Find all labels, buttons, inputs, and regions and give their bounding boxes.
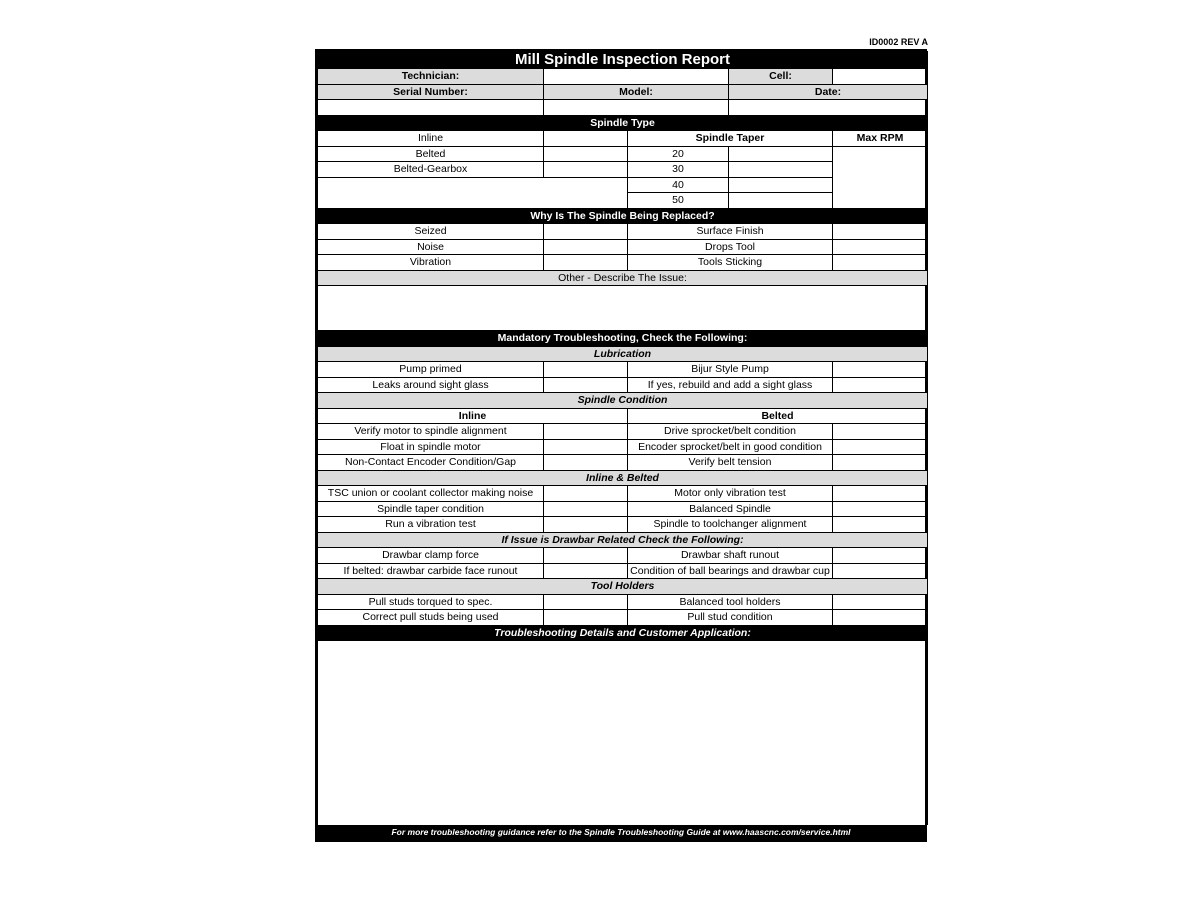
blank-area <box>318 177 628 208</box>
reason-check[interactable] <box>544 255 628 271</box>
check-box[interactable] <box>544 594 628 610</box>
other-issue-field[interactable] <box>318 286 928 331</box>
reason-check[interactable] <box>544 224 628 240</box>
check-box[interactable] <box>833 439 928 455</box>
serial-number-label: Serial Number: <box>318 84 544 100</box>
check-box[interactable] <box>544 501 628 517</box>
check-box[interactable] <box>544 362 628 378</box>
check-label: Spindle to toolchanger alignment <box>628 517 833 533</box>
check-box[interactable] <box>833 424 928 440</box>
details-field[interactable] <box>318 641 928 826</box>
check-label: Condition of ball bearings and drawbar cup <box>628 563 833 579</box>
reason-check[interactable] <box>833 239 928 255</box>
cell-field[interactable] <box>833 69 928 85</box>
technician-label: Technician: <box>318 69 544 85</box>
check-label: Non-Contact Encoder Condition/Gap <box>318 455 544 471</box>
check-label: Drive sprocket/belt condition <box>628 424 833 440</box>
check-box[interactable] <box>544 548 628 564</box>
check-box[interactable] <box>833 501 928 517</box>
max-rpm-label: Max RPM <box>833 131 928 147</box>
inline-belted-heading: Inline & Belted <box>318 470 928 486</box>
check-box[interactable] <box>544 517 628 533</box>
check-label: Run a vibration test <box>318 517 544 533</box>
model-label: Model: <box>544 84 729 100</box>
check-box[interactable] <box>833 548 928 564</box>
reason-check[interactable] <box>833 224 928 240</box>
taper-30: 30 <box>628 162 729 178</box>
check-box[interactable] <box>833 610 928 626</box>
document-id: ID0002 REV A <box>869 37 928 47</box>
check-box[interactable] <box>544 377 628 393</box>
check-box[interactable] <box>833 362 928 378</box>
check-label: Verify motor to spindle alignment <box>318 424 544 440</box>
taper-50: 50 <box>628 193 729 209</box>
troubleshooting-heading: Mandatory Troubleshooting, Check the Following: <box>318 331 928 347</box>
check-box[interactable] <box>544 563 628 579</box>
max-rpm-field[interactable] <box>833 146 928 208</box>
reason-check[interactable] <box>544 239 628 255</box>
check-label: Float in spindle motor <box>318 439 544 455</box>
belted-gearbox-label: Belted-Gearbox <box>318 162 544 178</box>
check-label: Pump primed <box>318 362 544 378</box>
inline-label: Inline <box>318 131 544 147</box>
check-box[interactable] <box>544 486 628 502</box>
reason-label: Drops Tool <box>628 239 833 255</box>
reason-label: Vibration <box>318 255 544 271</box>
taper-40: 40 <box>628 177 729 193</box>
model-field[interactable] <box>544 100 729 116</box>
tool-holders-heading: Tool Holders <box>318 579 928 595</box>
belted-gearbox-check[interactable] <box>544 162 628 178</box>
check-box[interactable] <box>833 377 928 393</box>
check-label: Pull studs torqued to spec. <box>318 594 544 610</box>
inline-column-label: Inline <box>318 408 628 424</box>
reason-label: Noise <box>318 239 544 255</box>
spindle-type-heading: Spindle Type <box>318 115 928 131</box>
check-label: Verify belt tension <box>628 455 833 471</box>
serial-number-field[interactable] <box>318 100 544 116</box>
check-box[interactable] <box>833 563 928 579</box>
form-grid <box>317 51 928 825</box>
date-label: Date: <box>729 84 928 100</box>
check-box[interactable] <box>544 424 628 440</box>
lubrication-heading: Lubrication <box>318 346 928 362</box>
check-box[interactable] <box>544 455 628 471</box>
check-box[interactable] <box>833 486 928 502</box>
belted-column-label: Belted <box>628 408 928 424</box>
check-box[interactable] <box>833 517 928 533</box>
reason-label: Seized <box>318 224 544 240</box>
check-box[interactable] <box>833 594 928 610</box>
inspection-form <box>315 49 927 842</box>
check-label: Motor only vibration test <box>628 486 833 502</box>
replacement-heading: Why Is The Spindle Being Replaced? <box>318 208 928 224</box>
taper-40-check[interactable] <box>729 177 833 193</box>
date-field[interactable] <box>729 100 928 116</box>
check-label: Drawbar shaft runout <box>628 548 833 564</box>
taper-50-check[interactable] <box>729 193 833 209</box>
check-label: Balanced tool holders <box>628 594 833 610</box>
check-label: Pull stud condition <box>628 610 833 626</box>
check-label: Balanced Spindle <box>628 501 833 517</box>
check-label: Encoder sprocket/belt in good condition <box>628 439 833 455</box>
spindle-condition-heading: Spindle Condition <box>318 393 928 409</box>
check-box[interactable] <box>833 455 928 471</box>
check-label: Bijur Style Pump <box>628 362 833 378</box>
reason-label: Surface Finish <box>628 224 833 240</box>
taper-20: 20 <box>628 146 729 162</box>
reason-label: Tools Sticking <box>628 255 833 271</box>
check-label: If belted: drawbar carbide face runout <box>318 563 544 579</box>
check-box[interactable] <box>544 439 628 455</box>
check-label: TSC union or coolant collector making noise <box>318 486 544 502</box>
check-label: Spindle taper condition <box>318 501 544 517</box>
belted-check[interactable] <box>544 146 628 162</box>
technician-field[interactable] <box>544 69 729 85</box>
check-label: If yes, rebuild and add a sight glass <box>628 377 833 393</box>
check-box[interactable] <box>544 610 628 626</box>
report-title: Mill Spindle Inspection Report <box>318 52 928 69</box>
taper-20-check[interactable] <box>729 146 833 162</box>
drawbar-heading: If Issue is Drawbar Related Check the Following: <box>318 532 928 548</box>
belted-label: Belted <box>318 146 544 162</box>
check-label: Leaks around sight glass <box>318 377 544 393</box>
reason-check[interactable] <box>833 255 928 271</box>
footer-note: For more troubleshooting guidance refer to the Spindle Troubleshooting Guide at www.haascnc.com/service.html <box>317 825 925 840</box>
other-issue-label: Other - Describe The Issue: <box>318 270 928 286</box>
cell-label: Cell: <box>729 69 833 85</box>
taper-30-check[interactable] <box>729 162 833 178</box>
check-label: Correct pull studs being used <box>318 610 544 626</box>
inline-check[interactable] <box>544 131 628 147</box>
details-heading: Troubleshooting Details and Customer Application: <box>318 625 928 641</box>
spindle-taper-label: Spindle Taper <box>628 131 833 147</box>
check-label: Drawbar clamp force <box>318 548 544 564</box>
